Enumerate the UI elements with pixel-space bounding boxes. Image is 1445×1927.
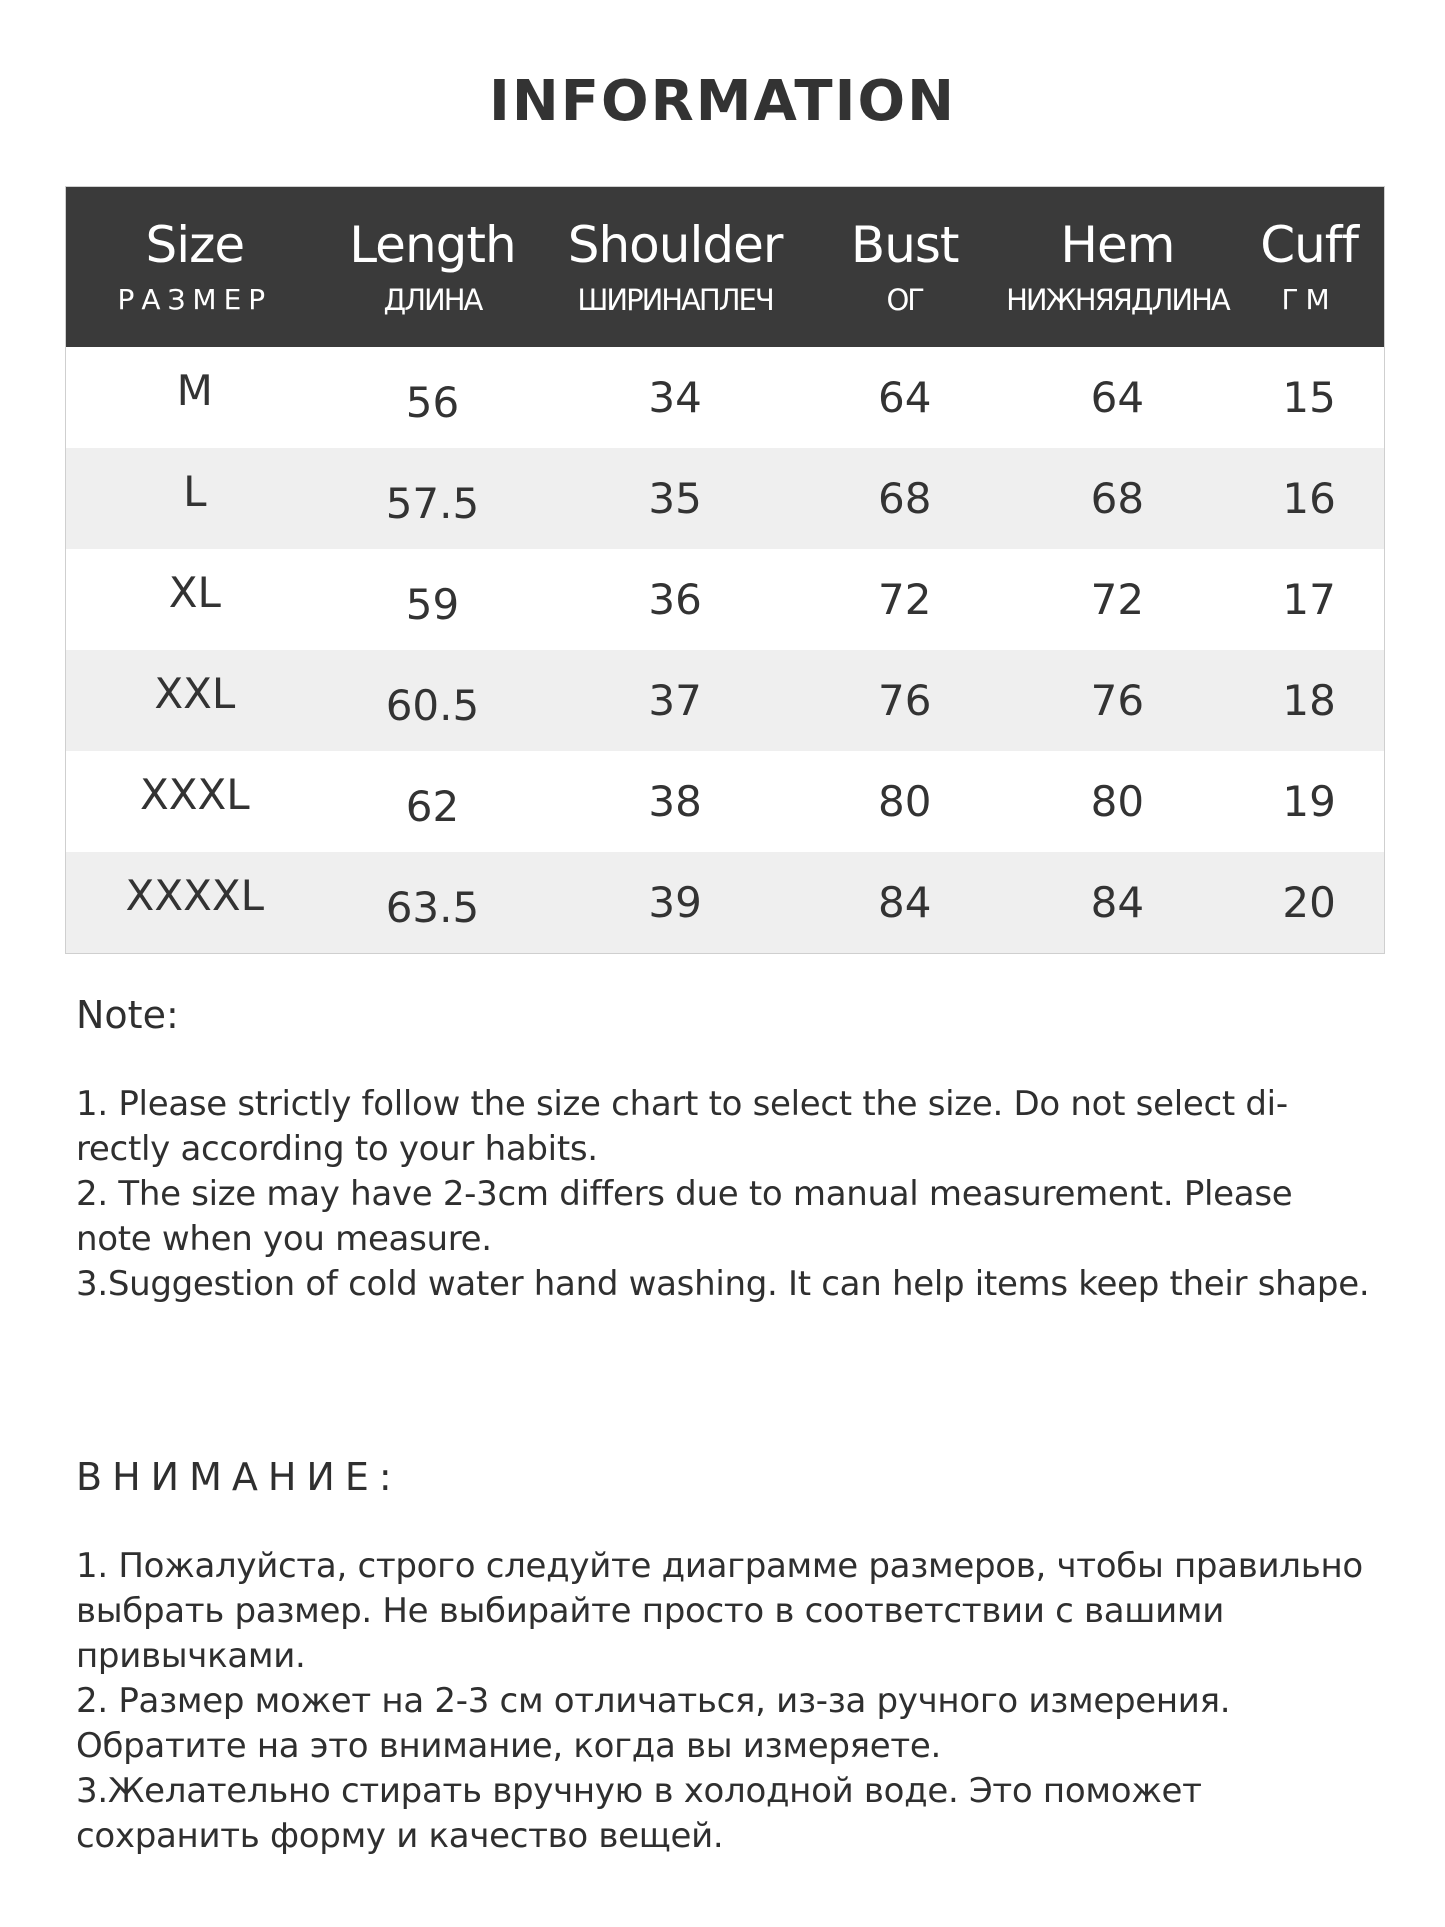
cell-size: XL (168, 568, 221, 617)
cell-shoulder: 35 (648, 474, 702, 523)
cell-size: XXXXL (125, 871, 265, 920)
note-section-en (76, 990, 1376, 1307)
cell-shoulder: 34 (648, 373, 702, 422)
cell-cuff: 18 (1282, 676, 1336, 725)
table-header (66, 187, 1384, 347)
header-label-en: Cuff (1260, 216, 1358, 274)
table-row (66, 549, 1384, 650)
cell-length: 62 (405, 782, 460, 831)
header-cuff (1234, 187, 1384, 347)
cell-cuff: 15 (1282, 373, 1336, 422)
cell-shoulder: 37 (648, 676, 702, 725)
cell-shoulder: 36 (648, 575, 702, 624)
cell-shoulder: 39 (648, 878, 702, 927)
header-label-en: Shoulder (567, 216, 783, 274)
cell-length: 56 (405, 378, 460, 427)
header-label-ru: ГМ (1281, 283, 1337, 316)
note-line: 2. Размер может на 2-3 см отличаться, из-за ручного измерения. Обратите на это внимание, когда вы измеряете. (76, 1681, 1231, 1766)
cell-hem: 64 (1090, 373, 1145, 422)
cell-cuff: 16 (1282, 474, 1336, 523)
cell-length: 57.5 (385, 479, 480, 528)
cell-shoulder: 38 (648, 777, 702, 826)
note-section-ru (76, 1452, 1376, 1859)
cell-size: XXXL (139, 770, 250, 819)
header-label-en: Length (349, 216, 516, 274)
header-label-en: Bust (850, 216, 959, 274)
table-row (66, 448, 1384, 549)
cell-cuff: 17 (1282, 575, 1336, 624)
header-label-ru: ДЛИНА (383, 283, 482, 317)
note-line: 1. Please strictly follow the size chart to select the size. Do not select di-rectly according to your habits. (76, 1084, 1288, 1169)
cell-hem: 72 (1090, 575, 1145, 624)
header-shoulder (541, 187, 809, 347)
header-label-en: Hem (1060, 216, 1175, 274)
cell-cuff: 20 (1282, 878, 1336, 927)
cell-hem: 80 (1090, 777, 1145, 826)
table-row (66, 650, 1384, 751)
header-label-ru: РАЗМЕР (117, 283, 273, 316)
cell-length: 60.5 (385, 681, 480, 730)
header-size (66, 187, 324, 347)
header-label-ru: ШИРИНАПЛЕЧ (577, 283, 773, 317)
header-hem (1001, 187, 1235, 347)
header-bust (809, 187, 1001, 347)
cell-size: M (176, 366, 213, 415)
header-length (324, 187, 542, 347)
cell-size: L (183, 467, 207, 516)
cell-size: XXL (154, 669, 236, 718)
note-line: 2. The size may have 2-3cm differs due to manual measurement. Please note when you measure. (76, 1174, 1293, 1259)
note-line: 3.Suggestion of cold water hand washing. It can help items keep their shape. (76, 1264, 1370, 1304)
header-label-ru: НИЖНЯЯДЛИНА (1006, 283, 1229, 317)
cell-bust: 72 (878, 575, 932, 624)
cell-length: 63.5 (385, 883, 480, 932)
note-line: 1. Пожалуйста, строго следуйте диаграмме размеров, чтобы правильно выбрать размер. Не выбирайте просто в соответствии с вашими привычками. (76, 1546, 1363, 1676)
table-row (66, 347, 1384, 448)
header-label-ru: ОГ (886, 283, 923, 317)
note-heading: ВНИМАНИЕ: (76, 1455, 402, 1499)
note-body (76, 1082, 1376, 1307)
cell-bust: 64 (878, 373, 932, 422)
size-chart-table (65, 186, 1385, 954)
note-body (76, 1544, 1376, 1859)
note-heading: Note: (76, 993, 179, 1037)
cell-hem: 68 (1090, 474, 1145, 523)
cell-bust: 84 (878, 878, 932, 927)
cell-bust: 80 (878, 777, 932, 826)
cell-cuff: 19 (1282, 777, 1336, 826)
table-row (66, 751, 1384, 852)
header-label-en: Size (145, 216, 245, 274)
cell-bust: 76 (878, 676, 932, 725)
page-title: INFORMATION (489, 69, 956, 134)
cell-hem: 76 (1090, 676, 1145, 725)
cell-length: 59 (405, 580, 460, 629)
cell-hem: 84 (1090, 878, 1145, 927)
note-line: 3.Желательно стирать вручную в холодной воде. Это поможет сохранить форму и качество вещей. (76, 1771, 1202, 1856)
cell-bust: 68 (878, 474, 932, 523)
table-row (66, 852, 1384, 953)
